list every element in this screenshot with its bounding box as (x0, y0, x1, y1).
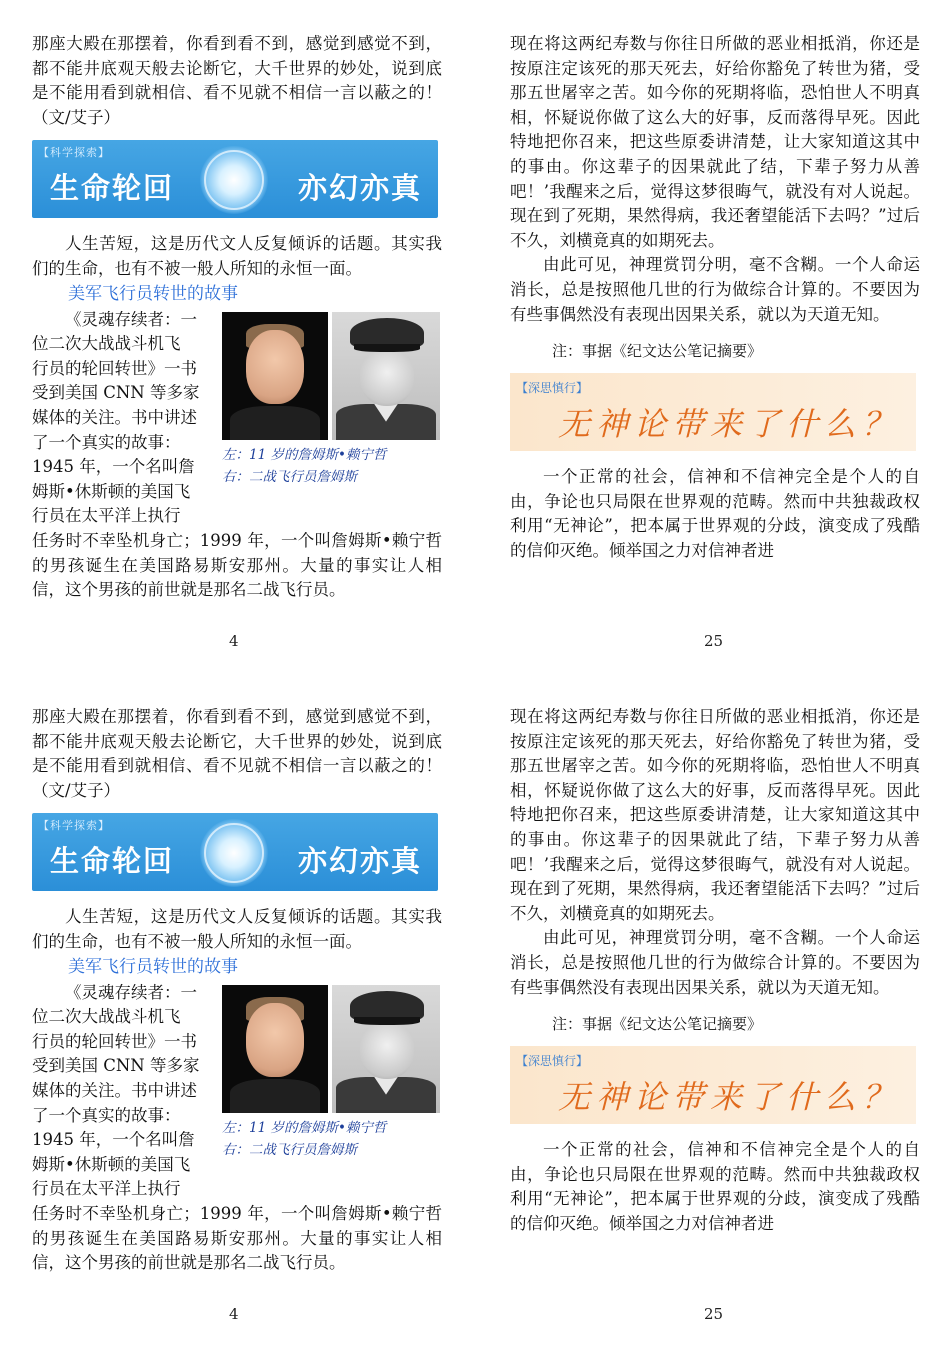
glowing-orb-icon (200, 819, 268, 887)
pilot-photo (332, 312, 440, 440)
lead-paragraph: 人生苦短，这是历代文人反复倾诉的话题。其实我们的生命，也有不被一般人所知的永恒一面。 (32, 907, 442, 951)
text-line: 1945 年，一个名叫詹 (32, 1130, 195, 1150)
story-continuation: 任务时不幸坠机身亡；1999 年，一个叫詹姆斯•赖宁哲的男孩诞生在美国路易斯安那州。大量的事实让人相信，这个男孩的前世就是那名二战飞行员。 (32, 1203, 442, 1273)
page-number-left: 4 (229, 1305, 239, 1323)
left-column (32, 32, 442, 603)
right-column (510, 705, 920, 1237)
text-line: 姆斯•休斯顿的美国飞 (32, 481, 191, 501)
page-number-left: 4 (229, 632, 239, 650)
caption-left: 左：11 岁的詹姆斯•赖宁哲 (222, 1119, 387, 1136)
text-line: 受到美国 CNN 等多家 (32, 1056, 200, 1076)
pilot-photo (332, 985, 440, 1113)
page-sheet-top (0, 0, 950, 672)
banner-tag: 【深思慎行】 (516, 381, 589, 396)
science-banner (32, 140, 438, 218)
wrapped-text (32, 981, 210, 1202)
banner-title: 无神论带来了什么？ (558, 405, 901, 444)
atheism-paragraph: 一个正常的社会，信神和不信神完全是个人的自由，争论也只局限在世界观的范畴。然而中共独裁政权利用“无神论”，把本属于世界观的分歧，演变成了残酷的信仰灭绝。倾举国之力对信神者进 (510, 1140, 920, 1233)
caption-right: 右：二战飞行员詹姆斯 (222, 468, 357, 485)
boy-photo (222, 985, 328, 1113)
story-block (32, 981, 442, 1202)
text-line: 《灵魂存续者：一 (65, 982, 197, 1002)
reflection-banner (510, 1046, 916, 1124)
story-continuation: 任务时不幸坠机身亡；1999 年，一个叫詹姆斯•赖宁哲的男孩诞生在美国路易斯安那州。大量的事实让人相信，这个男孩的前世就是那名二战飞行员。 (32, 530, 442, 600)
story-paragraph: 现在将这两纪寿数与你往日所做的恶业相抵消，你还是按原注定该死的那天死去，好给你豁免了转世为猪，受那五世屠宰之苦。如今你的死期将临，恐怕世人不明真相，怀疑说你做了这么大的好事，反而落得早死。因此特地把你召来，把这些原委讲清楚，让大家知道这其中的事由。你这辈子的因果就此了结，下辈子努力从善吧！’我醒来之后，觉得这梦很晦气，就没有对人说起。现在到了死期，果然得病，我还奢望能活下去吗？”过后不久，刘横竟真的如期死去。 (510, 34, 920, 250)
banner-title-left: 生命轮回 (50, 171, 175, 206)
page-sheet-bottom (0, 673, 950, 1345)
banner-tag: 【深思慎行】 (516, 1054, 589, 1069)
text-line: 了一个真实的故事： (32, 1105, 181, 1125)
text-line: 位二次大战战斗机飞 (32, 1007, 181, 1027)
section-subheading: 美军飞行员转世的故事 (68, 283, 238, 304)
banner-title-left: 生命轮回 (50, 844, 175, 879)
caption-left: 左：11 岁的詹姆斯•赖宁哲 (222, 446, 387, 463)
page-number-right: 25 (704, 632, 724, 650)
banner-title-right: 亦幻亦真 (298, 171, 423, 206)
wrapped-text (32, 308, 210, 529)
caption-right: 右：二战飞行员詹姆斯 (222, 1141, 357, 1158)
text-line: 《灵魂存续者：一 (65, 309, 197, 329)
right-column (510, 32, 920, 564)
atheism-paragraph: 一个正常的社会，信神和不信神完全是个人的自由，争论也只局限在世界观的范畴。然而中共独裁政权利用“无神论”，把本属于世界观的分歧，演变成了残酷的信仰灭绝。倾举国之力对信神者进 (510, 467, 920, 560)
banner-tag: 【科学探索】 (38, 819, 110, 833)
text-line: 媒体的关注。书中讲述 (32, 1080, 197, 1100)
glowing-orb-icon (200, 146, 268, 214)
text-line: 媒体的关注。书中讲述 (32, 407, 197, 427)
boy-photo (222, 312, 328, 440)
reflection-banner (510, 373, 916, 451)
banner-title-right: 亦幻亦真 (298, 844, 423, 879)
story-paragraph: 现在将这两纪寿数与你往日所做的恶业相抵消，你还是按原注定该死的那天死去，好给你豁免了转世为猪，受那五世屠宰之苦。如今你的死期将临，恐怕世人不明真相，怀疑说你做了这么大的好事，反而落得早死。因此特地把你召来，把这些原委讲清楚，让大家知道这其中的事由。你这辈子的因果就此了结，下辈子努力从善吧！’我醒来之后，觉得这梦很晦气，就没有对人说起。现在到了死期，果然得病，我还奢望能活下去吗？”过后不久，刘横竟真的如期死去。 (510, 707, 920, 923)
text-line: 行员的轮回转世》一书 (32, 358, 197, 378)
lead-paragraph: 人生苦短，这是历代文人反复倾诉的话题。其实我们的生命，也有不被一般人所知的永恒一面。 (32, 234, 442, 278)
conclusion-paragraph: 由此可见，神理赏罚分明，毫不含糊。一个人命运消长，总是按照他几世的行为做综合计算的。不要因为有些事偶然没有表现出因果关系，就以为天道无知。 (510, 255, 920, 324)
section-subheading: 美军飞行员转世的故事 (68, 956, 238, 977)
source-note: 注：事据《纪文达公笔记摘要》 (552, 342, 763, 361)
science-banner (32, 813, 438, 891)
text-line: 受到美国 CNN 等多家 (32, 383, 200, 403)
text-line: 位二次大战战斗机飞 (32, 334, 181, 354)
text-line: 行员在太平洋上执行 (32, 506, 181, 526)
text-line: 行员的轮回转世》一书 (32, 1031, 197, 1051)
conclusion-paragraph: 由此可见，神理赏罚分明，毫不含糊。一个人命运消长，总是按照他几世的行为做综合计算的。不要因为有些事偶然没有表现出因果关系，就以为天道无知。 (510, 928, 920, 997)
text-line: 姆斯•休斯顿的美国飞 (32, 1154, 191, 1174)
page-number-right: 25 (704, 1305, 724, 1323)
photo-caption (222, 444, 440, 488)
text-line: 了一个真实的故事： (32, 432, 181, 452)
banner-tag: 【科学探索】 (38, 146, 110, 160)
intro-paragraph: 那座大殿在那摆着，你看到看不到，感觉到感觉不到，都不能井底观天般去论断它，大千世界的妙处，说到底是不能用看到就相信、看不见就不相信一言以蔽之的！（文/艾子） (32, 707, 442, 800)
intro-paragraph: 那座大殿在那摆着，你看到看不到，感觉到感觉不到，都不能井底观天般去论断它，大千世界的妙处，说到底是不能用看到就相信、看不见就不相信一言以蔽之的！（文/艾子） (32, 34, 442, 127)
text-line: 1945 年，一个名叫詹 (32, 457, 195, 477)
text-line: 行员在太平洋上执行 (32, 1179, 181, 1199)
source-note: 注：事据《纪文达公笔记摘要》 (552, 1015, 763, 1034)
photo-caption (222, 1117, 440, 1161)
left-column (32, 705, 442, 1276)
banner-title: 无神论带来了什么？ (558, 1078, 901, 1117)
story-block (32, 308, 442, 529)
